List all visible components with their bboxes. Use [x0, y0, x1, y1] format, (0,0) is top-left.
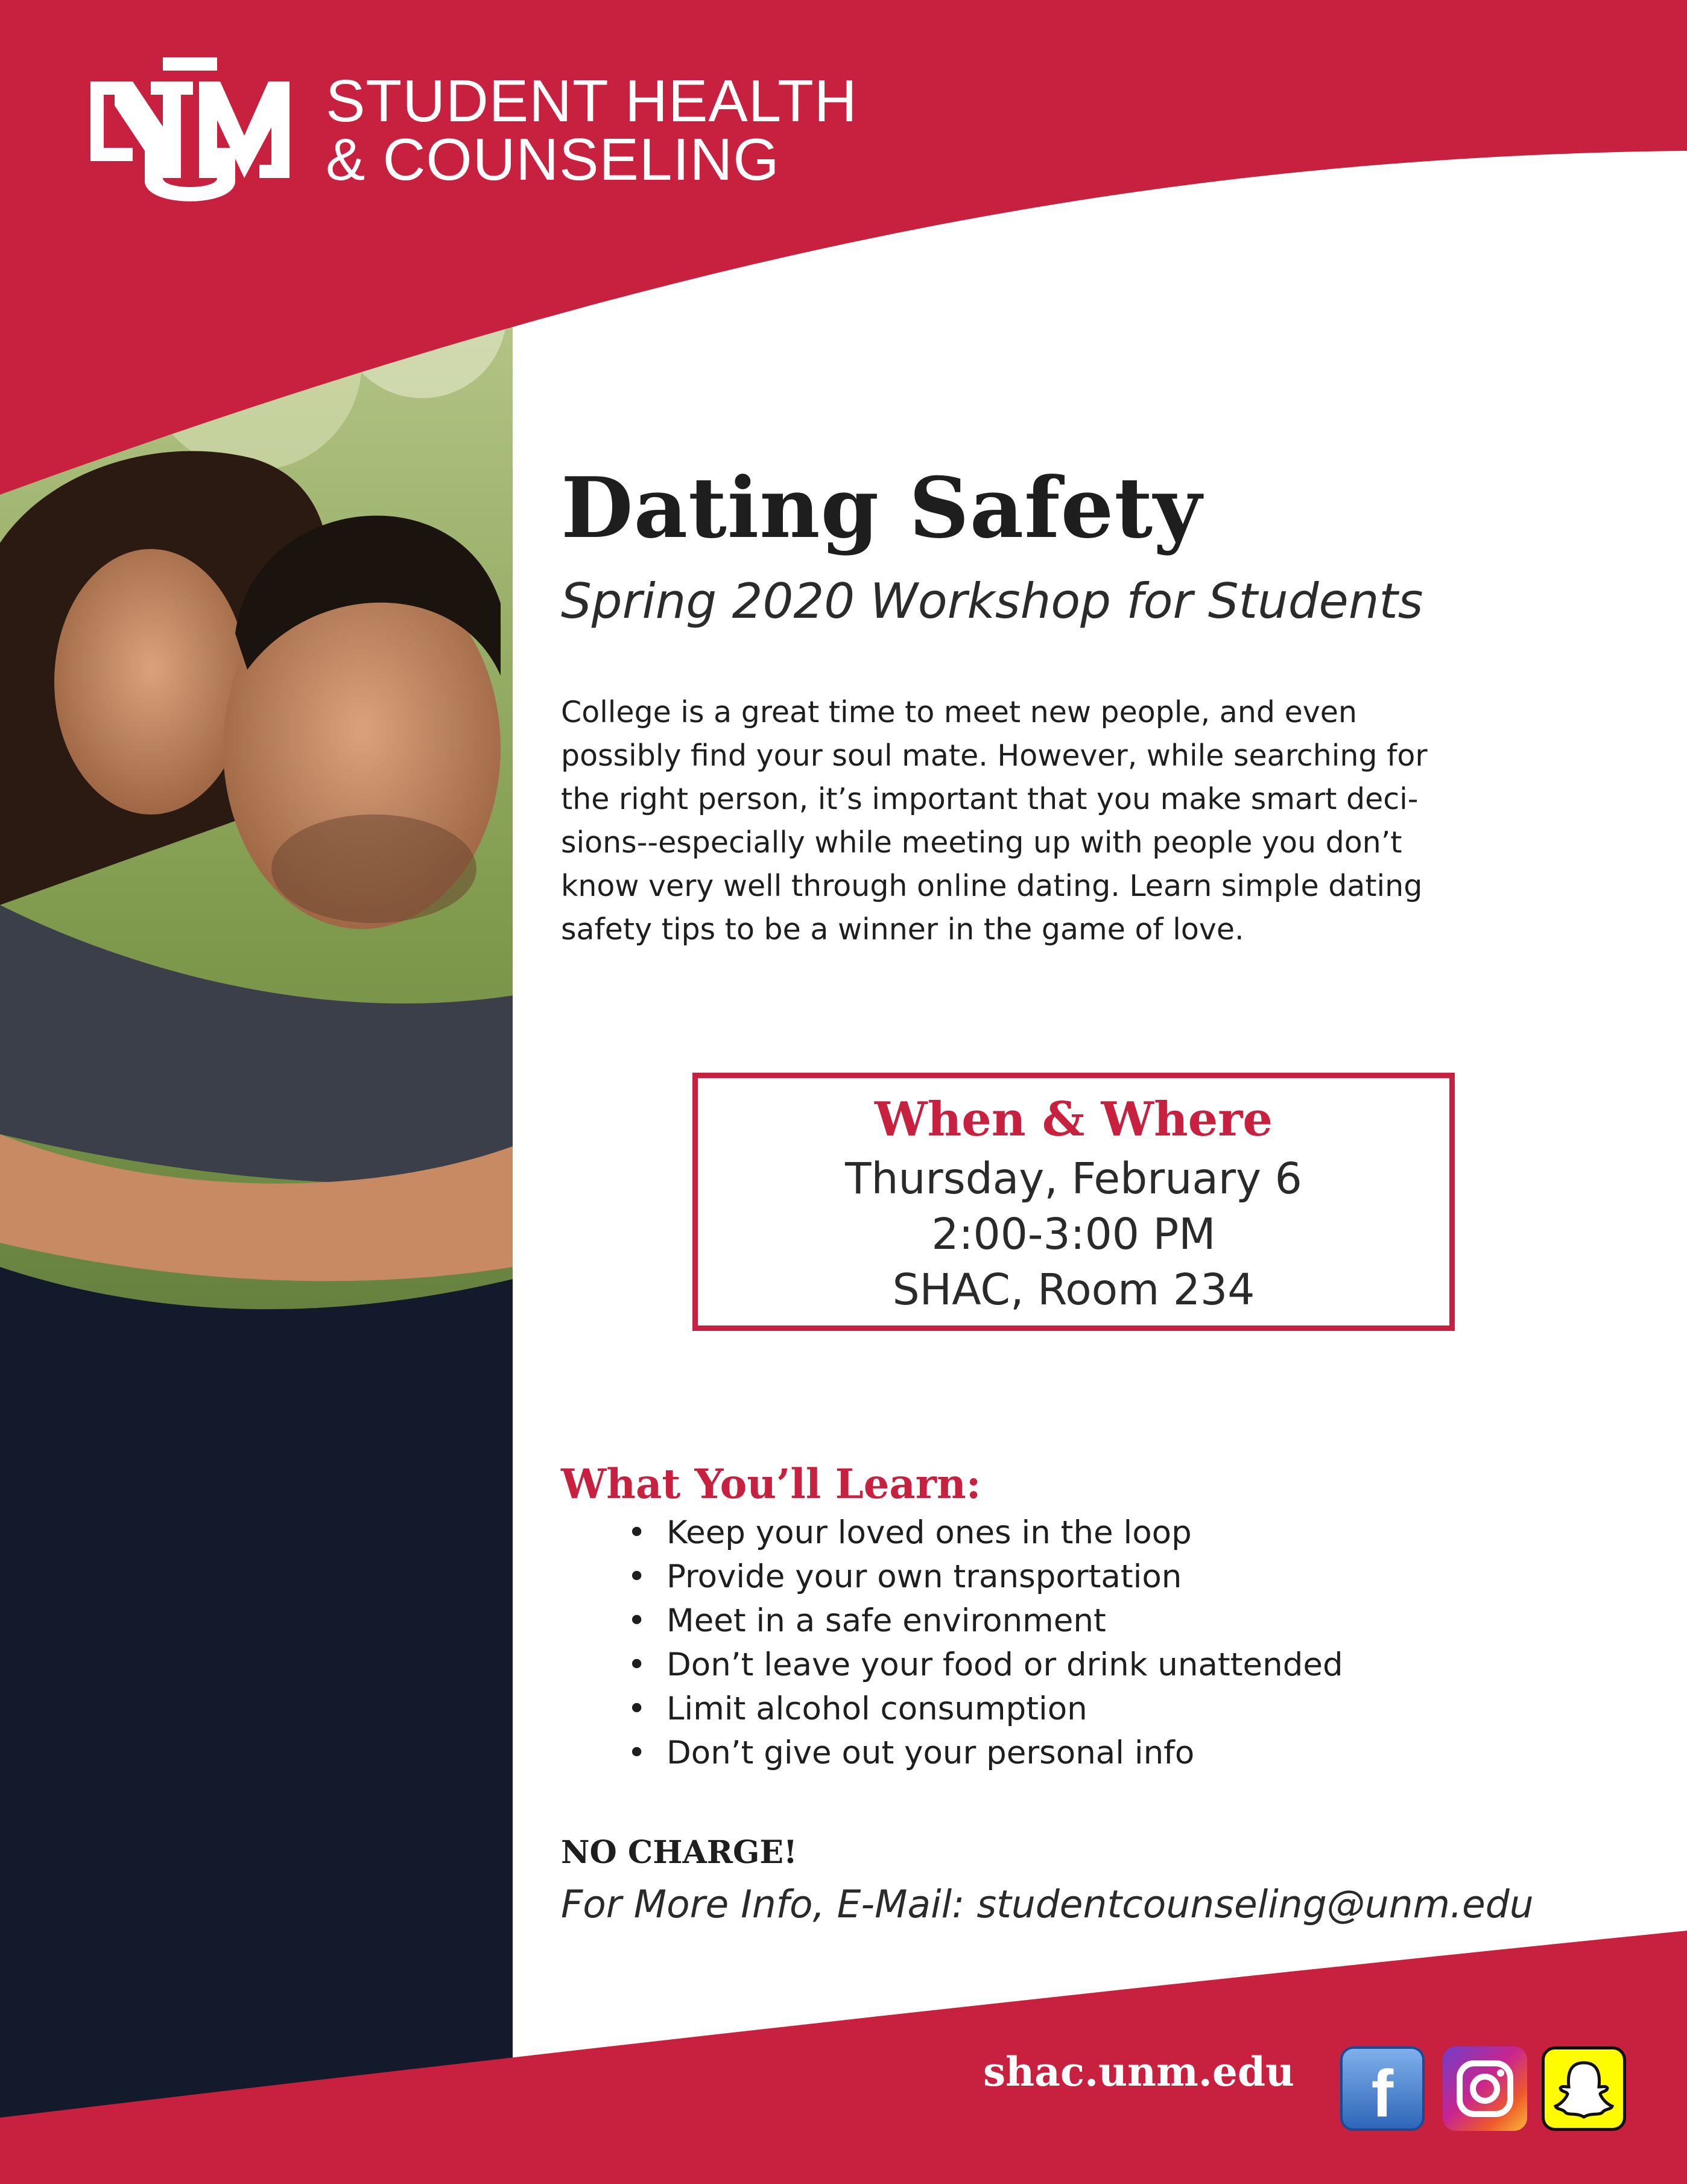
intro-line: the right person, it’s important that you make smart deci-: [561, 782, 1419, 816]
list-item: [627, 1514, 1192, 1551]
facebook-glyph: f: [1371, 2057, 1394, 2128]
page-subtitle: Spring 2020 Workshop for Students: [561, 573, 1423, 629]
learn-heading: What You’ll Learn:: [561, 1460, 981, 1508]
event-time: 2:00-3:00 PM: [931, 1209, 1216, 1259]
snapchat-icon[interactable]: [1542, 2046, 1626, 2131]
event-location: SHAC, Room 234: [892, 1265, 1255, 1315]
list-item-text: Keep your loved ones in the loop: [666, 1514, 1192, 1551]
list-item: [627, 1558, 1182, 1595]
intro-line: sions--especially while meeting up with people you don’t: [561, 825, 1402, 860]
bullet-marker: •: [627, 1735, 647, 1771]
when-where-heading: When & Where: [874, 1092, 1273, 1147]
list-item: [627, 1602, 1106, 1639]
couple-photo: [0, 229, 513, 2184]
list-item: [627, 1735, 1194, 1771]
intro-line: College is a great time to meet new people, and even: [561, 695, 1357, 729]
bullet-marker: •: [627, 1690, 647, 1727]
facebook-icon[interactable]: [1340, 2046, 1425, 2131]
org-name-line2: & COUNSELING: [326, 126, 780, 192]
intro-line: know very well through online dating. Learn simple dating: [561, 869, 1423, 903]
bullet-marker: •: [627, 1514, 647, 1551]
instagram-glyph-icon: [1443, 2046, 1527, 2131]
list-item-text: Don’t leave your food or drink unattended: [666, 1646, 1343, 1683]
unm-monogram-icon: [90, 57, 290, 202]
snapchat-ghost-icon: [1545, 2049, 1623, 2128]
event-date: Thursday, February 6: [845, 1154, 1302, 1204]
contact-email[interactable]: For More Info, E-Mail: studentcounseling@unm.edu: [561, 1882, 1534, 1926]
website-link[interactable]: shac.unm.edu: [983, 2048, 1294, 2095]
list-item: [627, 1646, 1343, 1683]
list-item-text: Don’t give out your personal info: [666, 1735, 1195, 1771]
list-item: [627, 1690, 1087, 1727]
org-name-line1: STUDENT HEALTH: [326, 68, 858, 134]
list-item-text: Meet in a safe environment: [666, 1602, 1106, 1639]
list-item-text: Limit alcohol consumption: [666, 1690, 1087, 1727]
intro-line: safety tips to be a winner in the game of love.: [561, 912, 1244, 947]
page-title: Dating Safety: [561, 459, 1203, 557]
bullet-marker: •: [627, 1646, 647, 1683]
facebook-glyph-icon: [1343, 2049, 1422, 2128]
no-charge-label: NO CHARGE!: [561, 1834, 797, 1871]
instagram-icon[interactable]: [1443, 2046, 1527, 2131]
list-item-text: Provide your own transportation: [666, 1558, 1182, 1595]
intro-line: possibly find your soul mate. However, while searching for: [561, 738, 1428, 773]
bullet-marker: •: [627, 1558, 647, 1595]
bullet-marker: •: [627, 1602, 647, 1639]
